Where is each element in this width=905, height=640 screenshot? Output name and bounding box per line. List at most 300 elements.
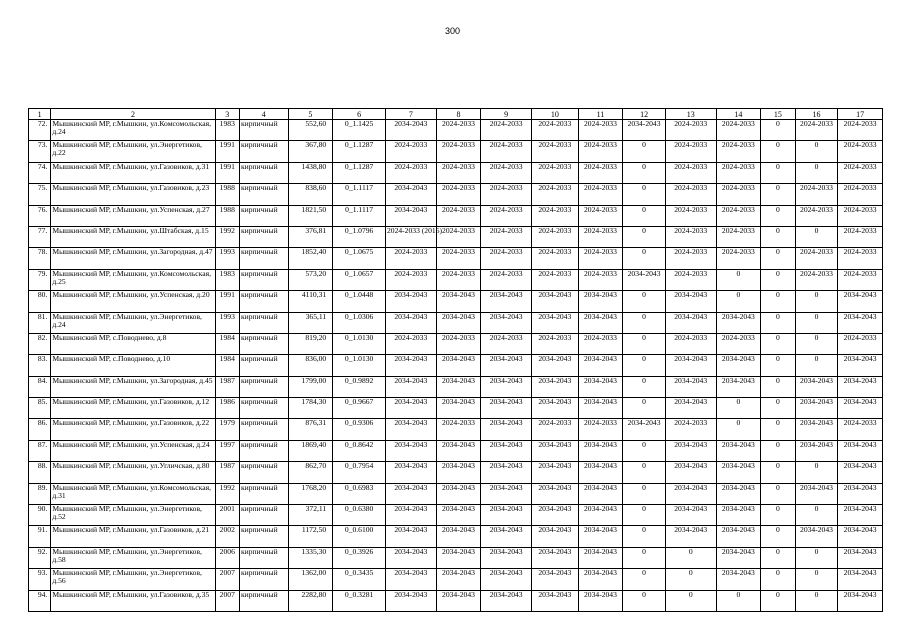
cell-priority-index: 0_0.3926 [333,547,386,568]
cell-period-col-14: 2024-2033 [716,248,761,269]
cell-row-index: 78. [29,248,51,269]
cell-priority-index: 0_0.7954 [333,462,386,483]
cell-period-col-9: 2034-2043 [481,569,532,590]
cell-period-col-7: 2024-2033 [385,162,436,183]
cell-period-col-8: 2024-2033 [436,248,481,269]
table-row [29,333,883,354]
cell-period-col-17: 2034-2043 [838,398,883,419]
cell-wall-material: кирпичный [239,312,288,333]
cell-address: Мышкинский МР, г.Мышкин, ул.Угличская, д.80 [51,462,215,483]
cell-period-col-11: 2034-2043 [578,440,623,461]
cell-period-col-11: 2034-2043 [578,547,623,568]
cell-period-col-17: 2024-2033 [838,141,883,162]
cell-priority-index: 0_0.3435 [333,569,386,590]
cell-period-col-13: 2034-2043 [665,462,716,483]
cell-period-col-10: 2024-2033 [532,162,579,183]
cell-period-col-9: 2024-2033 [481,141,532,162]
cell-period-col-14: 2034-2043 [716,462,761,483]
cell-period-col-10: 2024-2033 [532,205,579,226]
cell-period-col-12: 0 [623,333,666,354]
cell-period-col-10: 2034-2043 [532,505,579,526]
cell-row-index: 73. [29,141,51,162]
cell-period-col-14: 0 [716,398,761,419]
cell-period-col-12: 0 [623,162,666,183]
cell-address: Мышкинский МР, г.Мышкин, ул.Энергетиков, д.58 [51,547,215,568]
table-row [29,248,883,269]
cell-period-col-11: 2024-2033 [578,248,623,269]
cell-period-col-12: 0 [623,184,666,205]
cell-address: Мышкинский МР, г.Мышкин, ул.Успенская, д.27 [51,205,215,226]
cell-build-year: 1984 [215,355,239,376]
cell-period-col-12: 0 [623,398,666,419]
cell-period-col-7: 2034-2043 [385,526,436,547]
cell-period-col-17: 2034-2043 [838,312,883,333]
cell-period-col-8: 2034-2043 [436,355,481,376]
table-row [29,205,883,226]
cell-wall-material: кирпичный [239,398,288,419]
cell-period-col-13: 2024-2033 [665,205,716,226]
cell-period-col-8: 2024-2033 [436,184,481,205]
table-row [29,355,883,376]
cell-priority-index: 0_1.0130 [333,333,386,354]
table-row [29,269,883,290]
cell-period-col-15: 0 [761,162,795,183]
cell-period-col-12: 0 [623,355,666,376]
cell-period-col-7: 2034-2043 [385,419,436,440]
cell-address: Мышкинский МР, г.Мышкин, ул.Газовиков, д.12 [51,398,215,419]
cell-build-year: 1993 [215,248,239,269]
cell-period-col-16: 0 [795,226,838,247]
cell-row-index: 93. [29,569,51,590]
cell-period-col-15: 0 [761,120,795,141]
cell-area: 1172,50 [288,526,333,547]
cell-period-col-13: 2034-2043 [665,505,716,526]
cell-period-col-14: 0 [716,269,761,290]
cell-build-year: 1993 [215,312,239,333]
cell-period-col-17: 2034-2043 [838,355,883,376]
cell-build-year: 2001 [215,505,239,526]
cell-priority-index: 0_1.1117 [333,184,386,205]
cell-period-col-15: 0 [761,590,795,611]
cell-period-col-11: 2034-2043 [578,398,623,419]
cell-build-year: 1987 [215,376,239,397]
cell-period-col-10: 2034-2043 [532,440,579,461]
cell-build-year: 1988 [215,205,239,226]
cell-period-col-16: 2024-2033 [795,248,838,269]
cell-period-col-16: 2034-2043 [795,398,838,419]
cell-period-col-8: 2034-2043 [436,398,481,419]
cell-build-year: 1991 [215,162,239,183]
cell-period-col-15: 0 [761,248,795,269]
column-header-17: 17 [838,109,883,120]
column-header-2: 2 [51,109,215,120]
cell-wall-material: кирпичный [239,205,288,226]
cell-period-col-12: 0 [623,505,666,526]
cell-wall-material: кирпичный [239,291,288,312]
cell-address: Мышкинский МР, г.Мышкин, ул.Штабская, д.15 [51,226,215,247]
cell-period-col-13: 0 [665,590,716,611]
cell-period-col-13: 2024-2033 [665,419,716,440]
cell-area: 1438,80 [288,162,333,183]
cell-period-col-14: 2024-2033 [716,184,761,205]
cell-address: Мышкинский МР, г.Мышкин, ул.Энергетиков, д.24 [51,312,215,333]
cell-period-col-11: 2034-2043 [578,312,623,333]
cell-priority-index: 0_0.8642 [333,440,386,461]
cell-period-col-16: 2024-2033 [795,120,838,141]
cell-period-col-9: 2024-2033 [481,269,532,290]
cell-area: 1869,40 [288,440,333,461]
cell-period-col-11: 2034-2043 [578,526,623,547]
cell-period-col-9: 2024-2033 [481,226,532,247]
cell-row-index: 81. [29,312,51,333]
cell-priority-index: 0_1.0448 [333,291,386,312]
cell-period-col-16: 0 [795,291,838,312]
cell-area: 838,60 [288,184,333,205]
cell-wall-material: кирпичный [239,184,288,205]
cell-row-index: 86. [29,419,51,440]
cell-period-col-8: 2034-2043 [436,440,481,461]
cell-period-col-10: 2034-2043 [532,462,579,483]
cell-row-index: 91. [29,526,51,547]
cell-period-col-12: 0 [623,226,666,247]
table-row [29,141,883,162]
cell-period-col-13: 2034-2043 [665,376,716,397]
cell-address: Мышкинский МР, г.Мышкин, ул.Успенская, д.20 [51,291,215,312]
cell-period-col-15: 0 [761,462,795,483]
cell-period-col-7: 2034-2043 [385,184,436,205]
cell-priority-index: 0_1.0306 [333,312,386,333]
cell-period-col-15: 0 [761,505,795,526]
cell-period-col-17: 2024-2033 [838,419,883,440]
cell-period-col-9: 2034-2043 [481,462,532,483]
cell-period-col-10: 2034-2043 [532,312,579,333]
cell-period-col-13: 2024-2033 [665,184,716,205]
cell-row-index: 88. [29,462,51,483]
cell-period-col-10: 2034-2043 [532,590,579,611]
cell-wall-material: кирпичный [239,248,288,269]
cell-address: Мышкинский МР, г.Мышкин, ул.Загородная, д.45 [51,376,215,397]
cell-area: 836,00 [288,355,333,376]
cell-period-col-15: 0 [761,312,795,333]
table-row [29,398,883,419]
cell-period-col-12: 0 [623,483,666,504]
cell-area: 1768,20 [288,483,333,504]
cell-period-col-7: 2034-2043 [385,376,436,397]
cell-area: 1362,00 [288,569,333,590]
cell-period-col-17: 2034-2043 [838,483,883,504]
cell-period-col-10: 2034-2043 [532,376,579,397]
column-header-8: 8 [436,109,481,120]
cell-period-col-11: 2034-2043 [578,590,623,611]
cell-row-index: 75. [29,184,51,205]
cell-wall-material: кирпичный [239,547,288,568]
cell-period-col-8: 2034-2043 [436,590,481,611]
cell-wall-material: кирпичный [239,269,288,290]
cell-period-col-15: 0 [761,226,795,247]
cell-period-col-13: 2024-2033 [665,269,716,290]
cell-period-col-7: 2034-2043 [385,398,436,419]
cell-period-col-16: 0 [795,312,838,333]
cell-period-col-16: 2034-2043 [795,483,838,504]
cell-period-col-14: 2034-2043 [716,547,761,568]
table-row [29,505,883,526]
cell-period-col-9: 2034-2043 [481,291,532,312]
cell-period-col-7: 2024-2033 (2015) [385,226,436,247]
cell-period-col-15: 0 [761,419,795,440]
cell-period-col-12: 0 [623,590,666,611]
cell-period-col-15: 0 [761,526,795,547]
cell-period-col-7: 2034-2043 [385,355,436,376]
cell-period-col-11: 2034-2043 [578,355,623,376]
cell-period-col-15: 0 [761,355,795,376]
cell-build-year: 2006 [215,547,239,568]
table-row [29,226,883,247]
table-row [29,120,883,141]
cell-priority-index: 0_1.0675 [333,248,386,269]
column-header-5: 5 [288,109,333,120]
cell-wall-material: кирпичный [239,355,288,376]
cell-area: 862,70 [288,462,333,483]
cell-period-col-14: 2024-2033 [716,162,761,183]
cell-period-col-17: 2024-2033 [838,184,883,205]
cell-period-col-14: 2034-2043 [716,355,761,376]
page-number: 300 [444,26,461,36]
cell-period-col-8: 2034-2043 [436,376,481,397]
table-row [29,184,883,205]
table-row [29,419,883,440]
cell-period-col-17: 2034-2043 [838,440,883,461]
cell-period-col-8: 2024-2033 [436,141,481,162]
cell-period-col-15: 0 [761,483,795,504]
cell-period-col-14: 0 [716,291,761,312]
cell-wall-material: кирпичный [239,226,288,247]
cell-period-col-8: 2034-2043 [436,291,481,312]
cell-period-col-14: 2024-2033 [716,120,761,141]
cell-period-col-7: 2034-2043 [385,547,436,568]
cell-period-col-9: 2024-2033 [481,205,532,226]
cell-period-col-8: 2024-2033 [436,333,481,354]
cell-priority-index: 0_0.9667 [333,398,386,419]
cell-period-col-9: 2034-2043 [481,526,532,547]
cell-address: Мышкинский МР, г.Мышкин, ул.Комсомольская, д.24 [51,120,215,141]
cell-period-col-13: 2034-2043 [665,355,716,376]
cell-wall-material: кирпичный [239,569,288,590]
cell-period-col-17: 2024-2033 [838,248,883,269]
column-header-15: 15 [761,109,795,120]
cell-row-index: 85. [29,398,51,419]
cell-period-col-9: 2024-2033 [481,184,532,205]
cell-priority-index: 0_1.0657 [333,269,386,290]
cell-period-col-11: 2034-2043 [578,483,623,504]
cell-build-year: 1991 [215,141,239,162]
cell-address: Мышкинский МР, с.Поводнево, д.8 [51,333,215,354]
cell-period-col-8: 2034-2043 [436,505,481,526]
cell-period-col-9: 2024-2033 [481,162,532,183]
cell-period-col-10: 2024-2033 [532,269,579,290]
cell-row-index: 76. [29,205,51,226]
column-header-13: 13 [665,109,716,120]
cell-period-col-16: 2024-2033 [795,184,838,205]
column-number-row [29,109,883,120]
cell-period-col-7: 2024-2033 [385,333,436,354]
cell-wall-material: кирпичный [239,505,288,526]
cell-period-col-12: 0 [623,248,666,269]
cell-period-col-7: 2024-2033 [385,141,436,162]
cell-period-col-16: 2034-2043 [795,419,838,440]
cell-period-col-7: 2024-2033 [385,248,436,269]
cell-period-col-12: 2034-2043 [623,419,666,440]
table-row [29,291,883,312]
table-row [29,440,883,461]
cell-period-col-16: 2034-2043 [795,440,838,461]
cell-address: Мышкинский МР, г.Мышкин, ул.Энергетиков, д.22 [51,141,215,162]
cell-period-col-10: 2024-2033 [532,419,579,440]
cell-period-col-17: 2024-2033 [838,162,883,183]
cell-period-col-8: 2024-2033 [436,419,481,440]
cell-wall-material: кирпичный [239,462,288,483]
cell-period-col-9: 2034-2043 [481,398,532,419]
cell-row-index: 90. [29,505,51,526]
cell-row-index: 84. [29,376,51,397]
cell-period-col-13: 2024-2033 [665,226,716,247]
cell-area: 372,11 [288,505,333,526]
cell-period-col-7: 2034-2043 [385,590,436,611]
cell-period-col-7: 2034-2043 [385,205,436,226]
cell-period-col-17: 2034-2043 [838,505,883,526]
cell-period-col-13: 2034-2043 [665,312,716,333]
column-header-3: 3 [215,109,239,120]
cell-period-col-9: 2034-2043 [481,312,532,333]
cell-period-col-15: 0 [761,376,795,397]
cell-period-col-14: 2024-2033 [716,226,761,247]
cell-row-index: 72. [29,120,51,141]
column-header-14: 14 [716,109,761,120]
cell-period-col-13: 2024-2033 [665,120,716,141]
table-row [29,162,883,183]
cell-period-col-17: 2034-2043 [838,462,883,483]
cell-build-year: 1991 [215,291,239,312]
cell-priority-index: 0_1.0130 [333,355,386,376]
cell-period-col-9: 2034-2043 [481,483,532,504]
cell-period-col-8: 2034-2043 [436,483,481,504]
cell-period-col-11: 2024-2033 [578,141,623,162]
table-row [29,376,883,397]
cell-period-col-12: 0 [623,569,666,590]
cell-period-col-8: 2024-2033 [436,269,481,290]
cell-period-col-9: 2034-2043 [481,590,532,611]
cell-build-year: 1992 [215,483,239,504]
cell-area: 365,11 [288,312,333,333]
cell-period-col-12: 0 [623,141,666,162]
cell-row-index: 79. [29,269,51,290]
cell-period-col-17: 2034-2043 [838,376,883,397]
cell-period-col-10: 2034-2043 [532,569,579,590]
cell-period-col-9: 2024-2033 [481,120,532,141]
cell-period-col-8: 2034-2043 [436,462,481,483]
cell-period-col-13: 2024-2033 [665,162,716,183]
cell-row-index: 80. [29,291,51,312]
cell-period-col-11: 2034-2043 [578,291,623,312]
cell-period-col-16: 0 [795,462,838,483]
cell-area: 819,20 [288,333,333,354]
cell-period-col-17: 2024-2033 [838,120,883,141]
cell-period-col-16: 0 [795,590,838,611]
cell-period-col-9: 2024-2033 [481,333,532,354]
cell-period-col-12: 0 [623,526,666,547]
cell-period-col-13: 2034-2043 [665,526,716,547]
cell-priority-index: 0_0.3281 [333,590,386,611]
cell-period-col-17: 2024-2033 [838,269,883,290]
cell-period-col-9: 2034-2043 [481,440,532,461]
cell-period-col-15: 0 [761,141,795,162]
cell-period-col-13: 0 [665,547,716,568]
cell-period-col-14: 2034-2043 [716,440,761,461]
cell-period-col-13: 2034-2043 [665,440,716,461]
cell-priority-index: 0_1.1287 [333,162,386,183]
cell-period-col-17: 2034-2043 [838,291,883,312]
cell-period-col-14: 2034-2043 [716,483,761,504]
cell-period-col-11: 2034-2043 [578,376,623,397]
cell-period-col-14: 2024-2033 [716,333,761,354]
cell-period-col-17: 2024-2033 [838,333,883,354]
table-row [29,526,883,547]
cell-address: Мышкинский МР, г.Мышкин, ул.Загородная, д.47 [51,248,215,269]
cell-period-col-14: 2024-2033 [716,205,761,226]
cell-period-col-7: 2034-2043 [385,462,436,483]
cell-period-col-10: 2024-2033 [532,333,579,354]
cell-period-col-16: 0 [795,162,838,183]
cell-area: 876,31 [288,419,333,440]
cell-period-col-11: 2024-2033 [578,205,623,226]
cell-row-index: 83. [29,355,51,376]
column-header-6: 6 [333,109,386,120]
cell-area: 1821,50 [288,205,333,226]
cell-period-col-15: 0 [761,398,795,419]
cell-area: 1784,30 [288,398,333,419]
cell-area: 1335,30 [288,547,333,568]
cell-period-col-15: 0 [761,205,795,226]
cell-period-col-16: 2024-2033 [795,205,838,226]
table-row [29,462,883,483]
cell-wall-material: кирпичный [239,141,288,162]
cell-period-col-7: 2034-2043 [385,569,436,590]
column-header-16: 16 [795,109,838,120]
cell-period-col-14: 2034-2043 [716,569,761,590]
cell-wall-material: кирпичный [239,376,288,397]
cell-row-index: 92. [29,547,51,568]
cell-period-col-8: 2034-2043 [436,312,481,333]
cell-period-col-15: 0 [761,440,795,461]
cell-period-col-8: 2034-2043 [436,547,481,568]
table-row [29,483,883,504]
cell-row-index: 82. [29,333,51,354]
cell-period-col-16: 0 [795,505,838,526]
cell-build-year: 1988 [215,184,239,205]
cell-period-col-12: 0 [623,376,666,397]
cell-period-col-12: 0 [623,440,666,461]
cell-period-col-16: 0 [795,355,838,376]
cell-period-col-14: 2034-2043 [716,312,761,333]
cell-period-col-12: 0 [623,547,666,568]
cell-period-col-15: 0 [761,291,795,312]
cell-wall-material: кирпичный [239,590,288,611]
cell-period-col-8: 2024-2033 [436,205,481,226]
cell-area: 2282,80 [288,590,333,611]
cell-period-col-14: 0 [716,419,761,440]
cell-area: 573,20 [288,269,333,290]
column-header-1: 1 [29,109,51,120]
cell-period-col-13: 2024-2033 [665,141,716,162]
